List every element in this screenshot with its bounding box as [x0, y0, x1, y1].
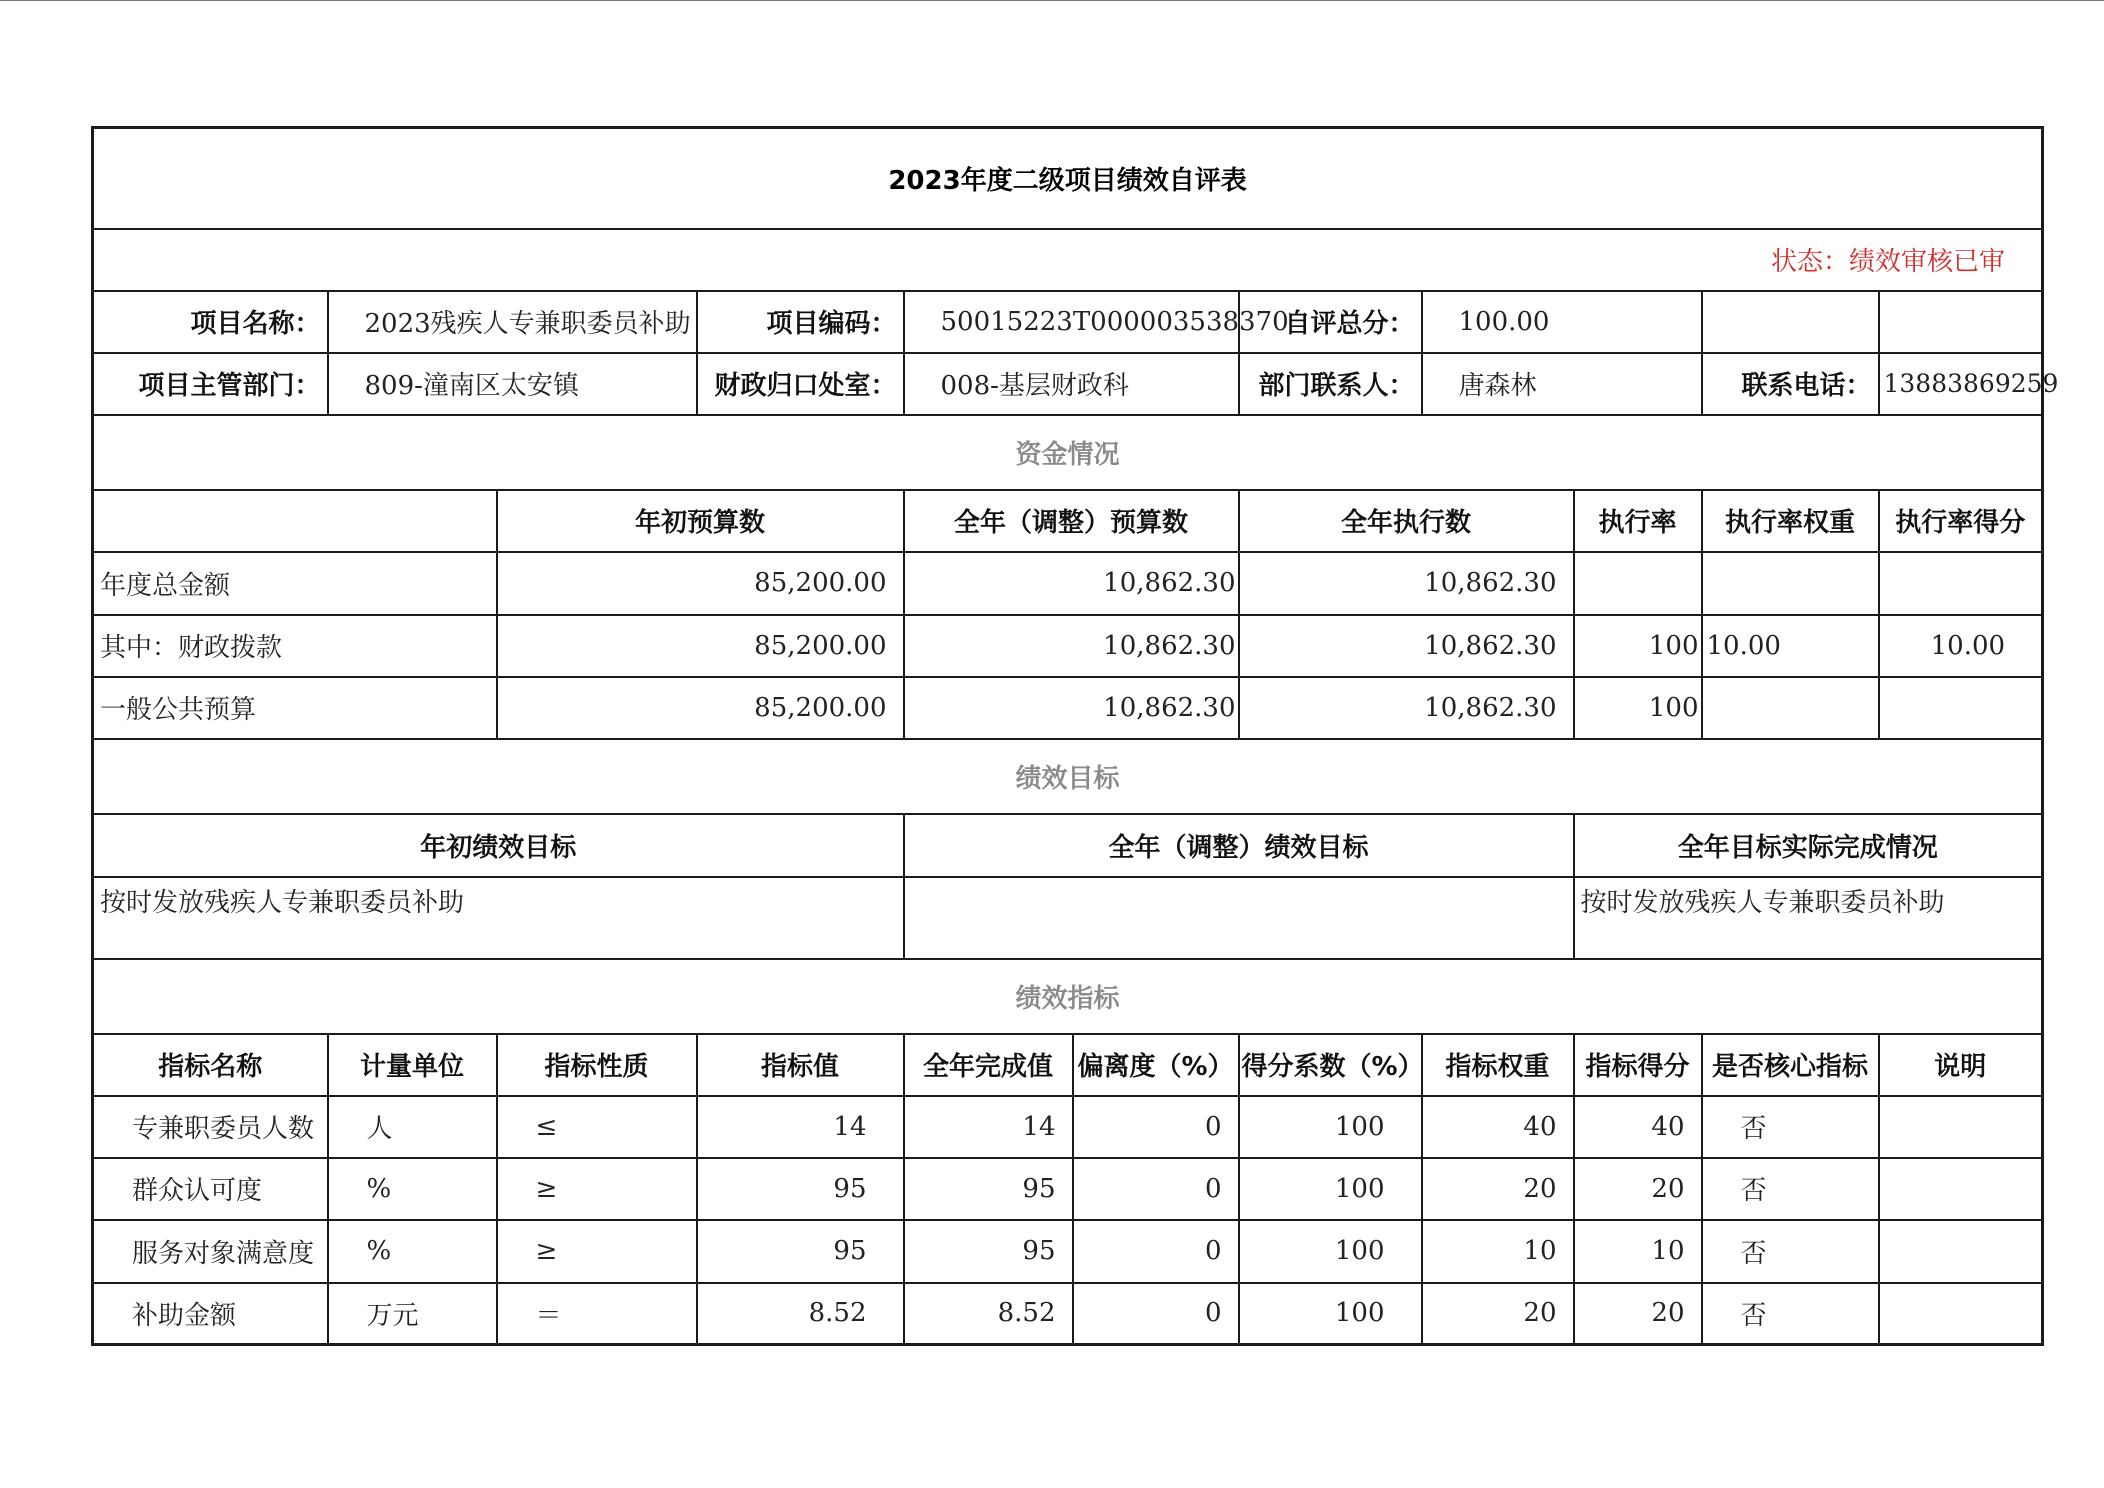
- indicator-coef: 100: [1239, 1283, 1422, 1345]
- indicator-note: [1879, 1220, 2043, 1283]
- indicator-score: 10: [1574, 1220, 1702, 1283]
- indicator-header: 指标得分: [1574, 1034, 1702, 1096]
- indicators-section-title: 绩效指标: [93, 959, 2043, 1034]
- goal-adjusted: [904, 877, 1574, 959]
- indicator-deviation: 0: [1073, 1220, 1239, 1283]
- contact-label: 部门联系人：: [1239, 353, 1422, 415]
- indicator-actual: 95: [904, 1220, 1073, 1283]
- info-row-1: [93, 291, 2043, 353]
- indicator-note: [1879, 1158, 2043, 1220]
- funds-rate: 100: [1574, 677, 1702, 739]
- self-score-value: 100.00: [1422, 291, 1702, 353]
- funds-score: 10.00: [1879, 615, 2043, 677]
- status-text: 状态：绩效审核已审: [93, 229, 2043, 291]
- funds-row: [93, 615, 2043, 677]
- funds-header: 全年执行数: [1239, 490, 1574, 552]
- indicator-actual: 8.52: [904, 1283, 1073, 1345]
- funds-weight: 10.00: [1702, 615, 1879, 677]
- goals-header: 全年目标实际完成情况: [1574, 814, 2043, 877]
- goals-header-row: [93, 814, 2043, 877]
- funds-row-name: 年度总金额: [93, 552, 497, 615]
- funds-initial: 85,200.00: [497, 615, 904, 677]
- indicator-header: 得分系数（%）: [1239, 1034, 1422, 1096]
- indicator-header: 指标名称: [93, 1034, 328, 1096]
- indicator-coef: 100: [1239, 1096, 1422, 1158]
- funds-executed: 10,862.30: [1239, 615, 1574, 677]
- funds-executed: 10,862.30: [1239, 677, 1574, 739]
- project-code-label: 项目编码：: [697, 291, 904, 353]
- finance-office-value: 008-基层财政科: [904, 353, 1239, 415]
- indicator-header: 指标性质: [497, 1034, 697, 1096]
- funds-adjusted: 10,862.30: [904, 615, 1239, 677]
- funds-adjusted: 10,862.30: [904, 552, 1239, 615]
- project-name-label: 项目名称：: [93, 291, 328, 353]
- indicator-weight: 20: [1422, 1283, 1574, 1345]
- empty-cell: [1879, 291, 2043, 353]
- funds-rate: 100: [1574, 615, 1702, 677]
- indicator-weight: 20: [1422, 1158, 1574, 1220]
- phone-label: 联系电话：: [1702, 353, 1879, 415]
- indicator-note: [1879, 1096, 2043, 1158]
- project-name-value: 2023残疾人专兼职委员补助: [328, 291, 697, 353]
- indicator-row: [93, 1283, 2043, 1345]
- indicator-unit: %: [328, 1220, 497, 1283]
- funds-initial: 85,200.00: [497, 677, 904, 739]
- indicator-core: 否: [1702, 1220, 1879, 1283]
- funds-header: 执行率得分: [1879, 490, 2043, 552]
- indicator-name: 补助金额: [93, 1283, 328, 1345]
- goals-header: 年初绩效目标: [93, 814, 904, 877]
- empty-cell: [1702, 291, 1879, 353]
- finance-office-label: 财政归口处室：: [697, 353, 904, 415]
- indicator-name: 群众认可度: [93, 1158, 328, 1220]
- dept-label: 项目主管部门：: [93, 353, 328, 415]
- indicator-header: 说明: [1879, 1034, 2043, 1096]
- indicator-deviation: 0: [1073, 1096, 1239, 1158]
- funds-rate: [1574, 552, 1702, 615]
- funds-header-row: [93, 490, 2043, 552]
- goals-header: 全年（调整）绩效目标: [904, 814, 1574, 877]
- page-top-border: [0, 0, 2104, 1]
- phone-value: 13883869259: [1879, 353, 2043, 415]
- indicator-weight: 10: [1422, 1220, 1574, 1283]
- indicator-score: 20: [1574, 1158, 1702, 1220]
- self-score-label: 自评总分：: [1239, 291, 1422, 353]
- indicator-deviation: 0: [1073, 1283, 1239, 1345]
- indicator-score: 20: [1574, 1283, 1702, 1345]
- indicator-row: [93, 1220, 2043, 1283]
- funds-weight: [1702, 677, 1879, 739]
- indicator-core: 否: [1702, 1283, 1879, 1345]
- self-evaluation-form: [91, 126, 2059, 1346]
- indicator-name: 专兼职委员人数: [93, 1096, 328, 1158]
- indicator-row: [93, 1096, 2043, 1158]
- funds-adjusted: 10,862.30: [904, 677, 1239, 739]
- indicator-coef: 100: [1239, 1220, 1422, 1283]
- indicators-header-row: [93, 1034, 2043, 1096]
- funds-header: 全年（调整）预算数: [904, 490, 1239, 552]
- funds-header: 执行率权重: [1702, 490, 1879, 552]
- empty-cell: [93, 490, 497, 552]
- indicator-score: 40: [1574, 1096, 1702, 1158]
- form-title: 2023年度二级项目绩效自评表: [93, 128, 2043, 229]
- funds-executed: 10,862.30: [1239, 552, 1574, 615]
- indicator-row: [93, 1158, 2043, 1220]
- funds-header: 执行率: [1574, 490, 1702, 552]
- indicator-target: 8.52: [697, 1283, 904, 1345]
- goals-content-row: [93, 877, 2043, 959]
- funds-score: [1879, 677, 2043, 739]
- indicator-nature: ≤: [497, 1096, 697, 1158]
- info-row-2: [93, 353, 2043, 415]
- indicator-unit: 万元: [328, 1283, 497, 1345]
- indicator-header: 指标权重: [1422, 1034, 1574, 1096]
- funds-weight: [1702, 552, 1879, 615]
- project-code-value: 50015223T000003538370: [904, 291, 1239, 353]
- funds-row-name: 一般公共预算: [93, 677, 497, 739]
- indicator-header: 全年完成值: [904, 1034, 1073, 1096]
- indicator-name: 服务对象满意度: [93, 1220, 328, 1283]
- indicator-header: 计量单位: [328, 1034, 497, 1096]
- dept-value: 809-潼南区太安镇: [328, 353, 697, 415]
- indicator-target: 14: [697, 1096, 904, 1158]
- goal-initial: 按时发放残疾人专兼职委员补助: [93, 877, 904, 959]
- funds-row: [93, 677, 2043, 739]
- indicator-header: 指标值: [697, 1034, 904, 1096]
- funds-row-name: 其中：财政拨款: [93, 615, 497, 677]
- indicator-deviation: 0: [1073, 1158, 1239, 1220]
- indicator-weight: 40: [1422, 1096, 1574, 1158]
- funds-row: [93, 552, 2043, 615]
- funds-header: 年初预算数: [497, 490, 904, 552]
- contact-value: 唐森林: [1422, 353, 1702, 415]
- indicator-note: [1879, 1283, 2043, 1345]
- indicator-core: 否: [1702, 1158, 1879, 1220]
- indicator-actual: 14: [904, 1096, 1073, 1158]
- funds-section-title: 资金情况: [93, 415, 2043, 490]
- indicator-nature: ≥: [497, 1220, 697, 1283]
- indicator-unit: 人: [328, 1096, 497, 1158]
- goal-actual: 按时发放残疾人专兼职委员补助: [1574, 877, 2043, 959]
- indicator-core: 否: [1702, 1096, 1879, 1158]
- indicator-nature: ＝: [497, 1283, 697, 1345]
- indicator-nature: ≥: [497, 1158, 697, 1220]
- goals-section-title: 绩效目标: [93, 739, 2043, 814]
- indicator-header: 是否核心指标: [1702, 1034, 1879, 1096]
- funds-initial: 85,200.00: [497, 552, 904, 615]
- funds-score: [1879, 552, 2043, 615]
- indicator-target: 95: [697, 1220, 904, 1283]
- indicator-header: 偏离度（%）: [1073, 1034, 1239, 1096]
- indicator-target: 95: [697, 1158, 904, 1220]
- indicator-unit: %: [328, 1158, 497, 1220]
- indicator-actual: 95: [904, 1158, 1073, 1220]
- indicator-coef: 100: [1239, 1158, 1422, 1220]
